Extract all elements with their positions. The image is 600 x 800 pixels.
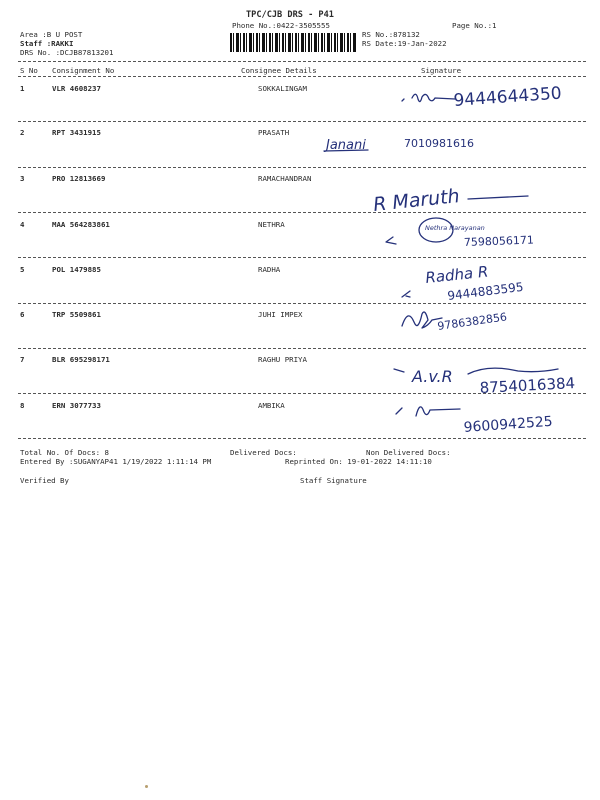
row-divider	[18, 348, 586, 349]
col-consignee: Consignee Details	[241, 66, 317, 75]
row-divider	[18, 303, 586, 304]
rs-date: RS Date:19-Jan-2022	[362, 39, 447, 48]
handwritten-phone: 7010981616	[404, 137, 474, 150]
row-consignment: BLR 695298171	[52, 355, 110, 364]
signature-mark	[402, 291, 410, 297]
row-sno: 3	[20, 174, 25, 183]
scan-speck	[145, 785, 148, 788]
row-consignee: RADHA	[258, 265, 281, 274]
row-consignment: ERN 3077733	[52, 401, 101, 410]
drs-number: DRS No. :DCJB87813201	[20, 48, 114, 57]
signature-mark	[394, 369, 404, 372]
col-consignment: Consignment No	[52, 66, 115, 75]
row-consignment: VLR 4608237	[52, 84, 101, 93]
row-consignee: RAMACHANDRAN	[258, 174, 312, 183]
signature-scribble	[396, 407, 460, 416]
handwritten-name: A.v.R	[412, 367, 453, 386]
doc-title: TPC/CJB DRS - P41	[246, 10, 334, 20]
handwritten-phone: 8754016384	[479, 374, 576, 397]
row-consignment: POL 1479885	[52, 265, 101, 274]
signature-scribble	[402, 94, 455, 101]
handwritten-phone: 7598056171	[463, 233, 535, 249]
staff: Staff :RAKKI	[20, 39, 74, 48]
row-consignee: SOKKALINGAM	[258, 84, 307, 93]
signature-loop	[419, 218, 453, 242]
signature-tail	[468, 196, 528, 199]
page-number: Page No.:1	[452, 21, 497, 30]
staff-signature: Staff Signature	[300, 476, 367, 485]
divider	[18, 76, 586, 77]
row-consignment: TRP 5509861	[52, 310, 101, 319]
signature-mark	[386, 237, 396, 244]
row-consignee: AMBIKA	[258, 401, 285, 410]
row-sno: 2	[20, 128, 25, 137]
row-divider	[18, 121, 586, 122]
handwritten-name: Janani	[326, 138, 366, 153]
rs-number: RS No.:878132	[362, 30, 420, 39]
row-consignee: RAGHU PRIYA	[258, 355, 307, 364]
row-sno: 6	[20, 310, 25, 319]
handwritten-name: R Maruth	[372, 185, 461, 216]
row-divider	[18, 212, 586, 213]
divider	[18, 61, 586, 62]
row-consignee: PRASATH	[258, 128, 290, 137]
row-consignment: MAA 564283861	[52, 220, 110, 229]
handwritten-phone: 9444883595	[446, 279, 525, 303]
signature-underline	[324, 150, 368, 151]
row-consignee: JUHI IMPEX	[258, 310, 303, 319]
row-consignment: PRO 12813669	[52, 174, 106, 183]
barcode	[230, 33, 356, 52]
non-delivered-docs: Non Delivered Docs:	[366, 448, 451, 457]
entered-by: Entered By :SUGANYAP41 1/19/2022 1:11:14 PM	[20, 457, 212, 466]
row-sno: 4	[20, 220, 25, 229]
row-divider	[18, 167, 586, 168]
total-docs: Total No. Of Docs: 8	[20, 448, 109, 457]
row-divider	[18, 393, 586, 394]
handwritten-phone: 9786382856	[436, 310, 508, 333]
reprinted-on: Reprinted On: 19-01-2022 14:11:10	[285, 457, 432, 466]
row-sno: 8	[20, 401, 25, 410]
handwritten-phone: 9600942525	[463, 413, 554, 436]
row-divider	[18, 257, 586, 258]
delivered-docs: Delivered Docs:	[230, 448, 297, 457]
handwritten-name: Radha R	[424, 262, 490, 287]
row-sno: 1	[20, 84, 25, 93]
signature-scribble	[402, 312, 442, 328]
verified-by: Verified By	[20, 476, 69, 485]
area: Area :B U POST	[20, 30, 83, 39]
col-sno: S No	[20, 66, 38, 75]
row-sno: 7	[20, 355, 25, 364]
col-signature: Signature	[421, 66, 462, 75]
phone-number: Phone No.:0422-3505555	[232, 21, 330, 30]
handwritten-phone: 9444644350	[452, 83, 563, 111]
row-sno: 5	[20, 265, 25, 274]
signature-tail	[468, 368, 558, 374]
handwritten-name: Nethra Narayanan	[425, 224, 485, 232]
row-consignee: NETHRA	[258, 220, 285, 229]
row-divider	[18, 438, 586, 439]
row-consignment: RPT 3431915	[52, 128, 101, 137]
